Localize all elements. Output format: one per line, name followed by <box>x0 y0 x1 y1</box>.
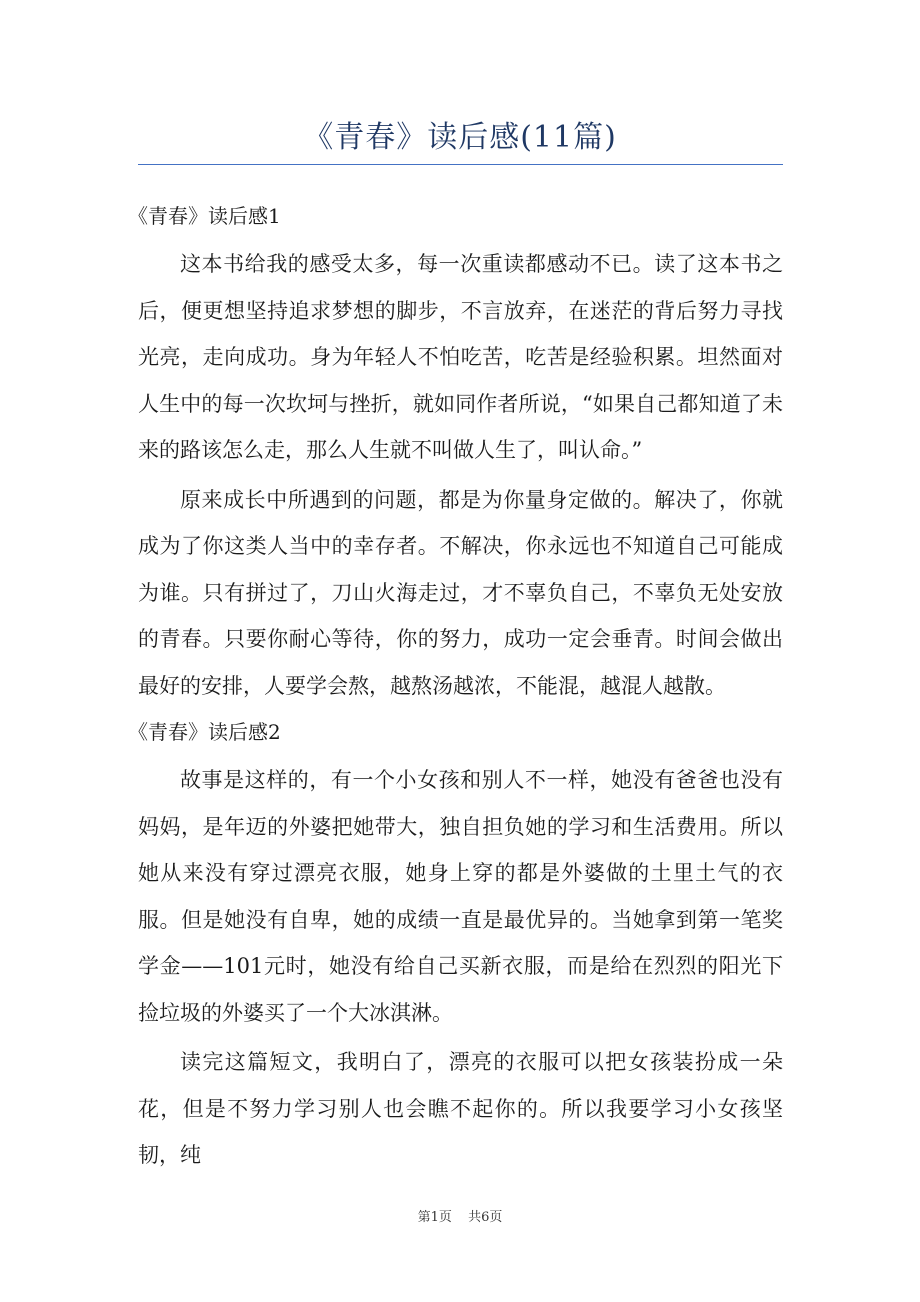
section-heading: 《青春》读后感1 <box>128 204 281 228</box>
section-2 <box>128 712 783 1179</box>
document-body <box>128 196 783 1182</box>
page-number: 第1页 <box>417 1210 452 1225</box>
paragraph: 这本书给我的感受太多，每一次重读都感动不已。读了这本书之后，便更想坚持追求梦想的脚步，不言放弃，在迷茫的背后努力寻找光亮，走向成功。身为年轻人不怕吃苦，吃苦是经验积累。坦然面对人生中的每一次坎坷与挫折，就如同作者所说，“如果自己都知道了未来的路该怎么走，那么人生就不叫做人生了，叫认命。” <box>138 252 783 462</box>
paragraph: 故事是这样的，有一个小女孩和别人不一样，她没有爸爸也没有妈妈，是年迈的外婆把她带大，独自担负她的学习和生活费用。所以她从来没有穿过漂亮衣服，她身上穿的都是外婆做的土里土气的衣服。但是她没有自卑，她的成绩一直是最优异的。当她拿到第一笔奖学金——101元时，她没有给自己买新衣服，而是给在烈烈的阳光下捡垃圾的外婆买了一个大冰淇淋。 <box>138 768 783 1025</box>
section-heading: 《青春》读后感2 <box>128 720 281 744</box>
title-divider <box>138 164 783 165</box>
page-total: 共6页 <box>468 1210 503 1225</box>
page-title: 《青春》读后感(11篇) <box>303 120 617 155</box>
paragraph: 原来成长中所遇到的问题，都是为你量身定做的。解决了，你就成为了你这类人当中的幸存者。不解决，你永远也不知道自己可能成为谁。只有拼过了，刀山火海走过，才不辜负自己，不辜负无处安放的青春。只要你耐心等待，你的努力，成功一定会垂青。时间会做出最好的安排，人要学会熬，越熬汤越浓，不能混，越混人越散。 <box>138 487 783 698</box>
paragraph: 读完这篇短文，我明白了，漂亮的衣服可以把女孩装扮成一朵花，但是不努力学习别人也会瞧不起你的。所以我要学习小女孩坚韧，纯 <box>138 1050 783 1167</box>
section-1 <box>128 196 783 709</box>
page-footer <box>0 1206 920 1225</box>
